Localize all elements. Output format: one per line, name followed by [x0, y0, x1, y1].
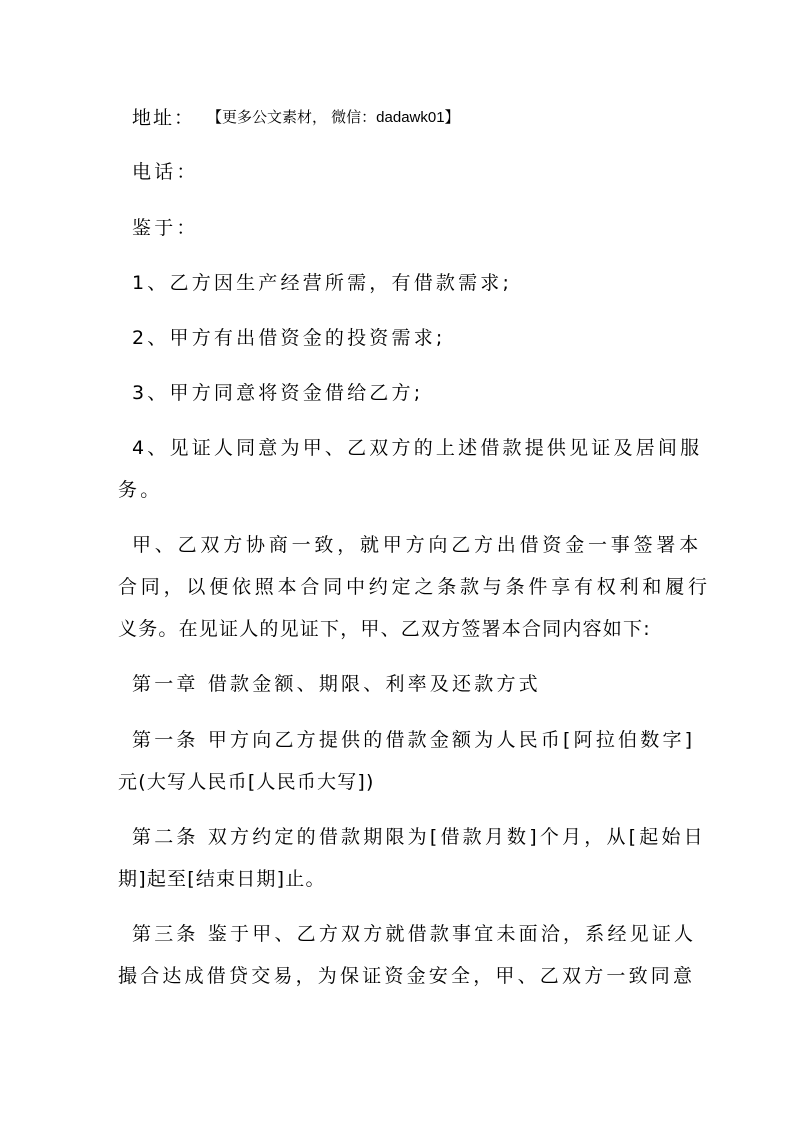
chapter-1-title: 第一章 借款金额、期限、利率及还款方式: [132, 673, 541, 695]
recital-4-cont: 务。: [118, 479, 163, 501]
whereas-label: 鉴于：: [132, 217, 199, 239]
recital-3: 3、甲方同意将资金借给乙方;: [132, 382, 424, 404]
preamble-line-1: 甲、乙双方协商一致，就甲方向乙方出借资金一事签署本: [132, 534, 703, 556]
article-3-line-2: 撮合达成借贷交易，为保证资金安全，甲、乙双方一致同意: [118, 965, 696, 987]
address-note: 【更多公文素材， 微信：dadawk01】: [207, 109, 460, 126]
recital-1: 1、乙方因生产经营所需，有借款需求;: [132, 272, 513, 294]
article-2-line-2: 期]起至[结束日期]止。: [118, 868, 326, 890]
article-1-line-1: 第一条 甲方向乙方提供的借款金额为人民币[阿拉伯数字]: [132, 729, 696, 751]
preamble-line-2: 合同，以便依照本合同中约定之条款与条件享有权利和履行: [118, 576, 711, 598]
address-label: 地址：: [132, 107, 196, 129]
article-3-line-1: 第三条 鉴于甲、乙方双方就借款事宜未面洽，系经见证人: [132, 923, 697, 945]
article-1-line-2: 元(大写人民币[人民币大写]): [118, 771, 375, 793]
phone-label: 电话：: [132, 161, 199, 183]
recital-2: 2、甲方有出借资金的投资需求;: [132, 327, 446, 349]
recital-4: 4、见证人同意为甲、乙双方的上述借款提供见证及居间服: [132, 437, 703, 459]
preamble-line-3: 义务。在见证人的见证下，甲、乙双方签署本合同内容如下:: [118, 618, 651, 640]
article-2-line-1: 第二条 双方约定的借款期限为[借款月数]个月，从[起始日: [132, 826, 706, 848]
